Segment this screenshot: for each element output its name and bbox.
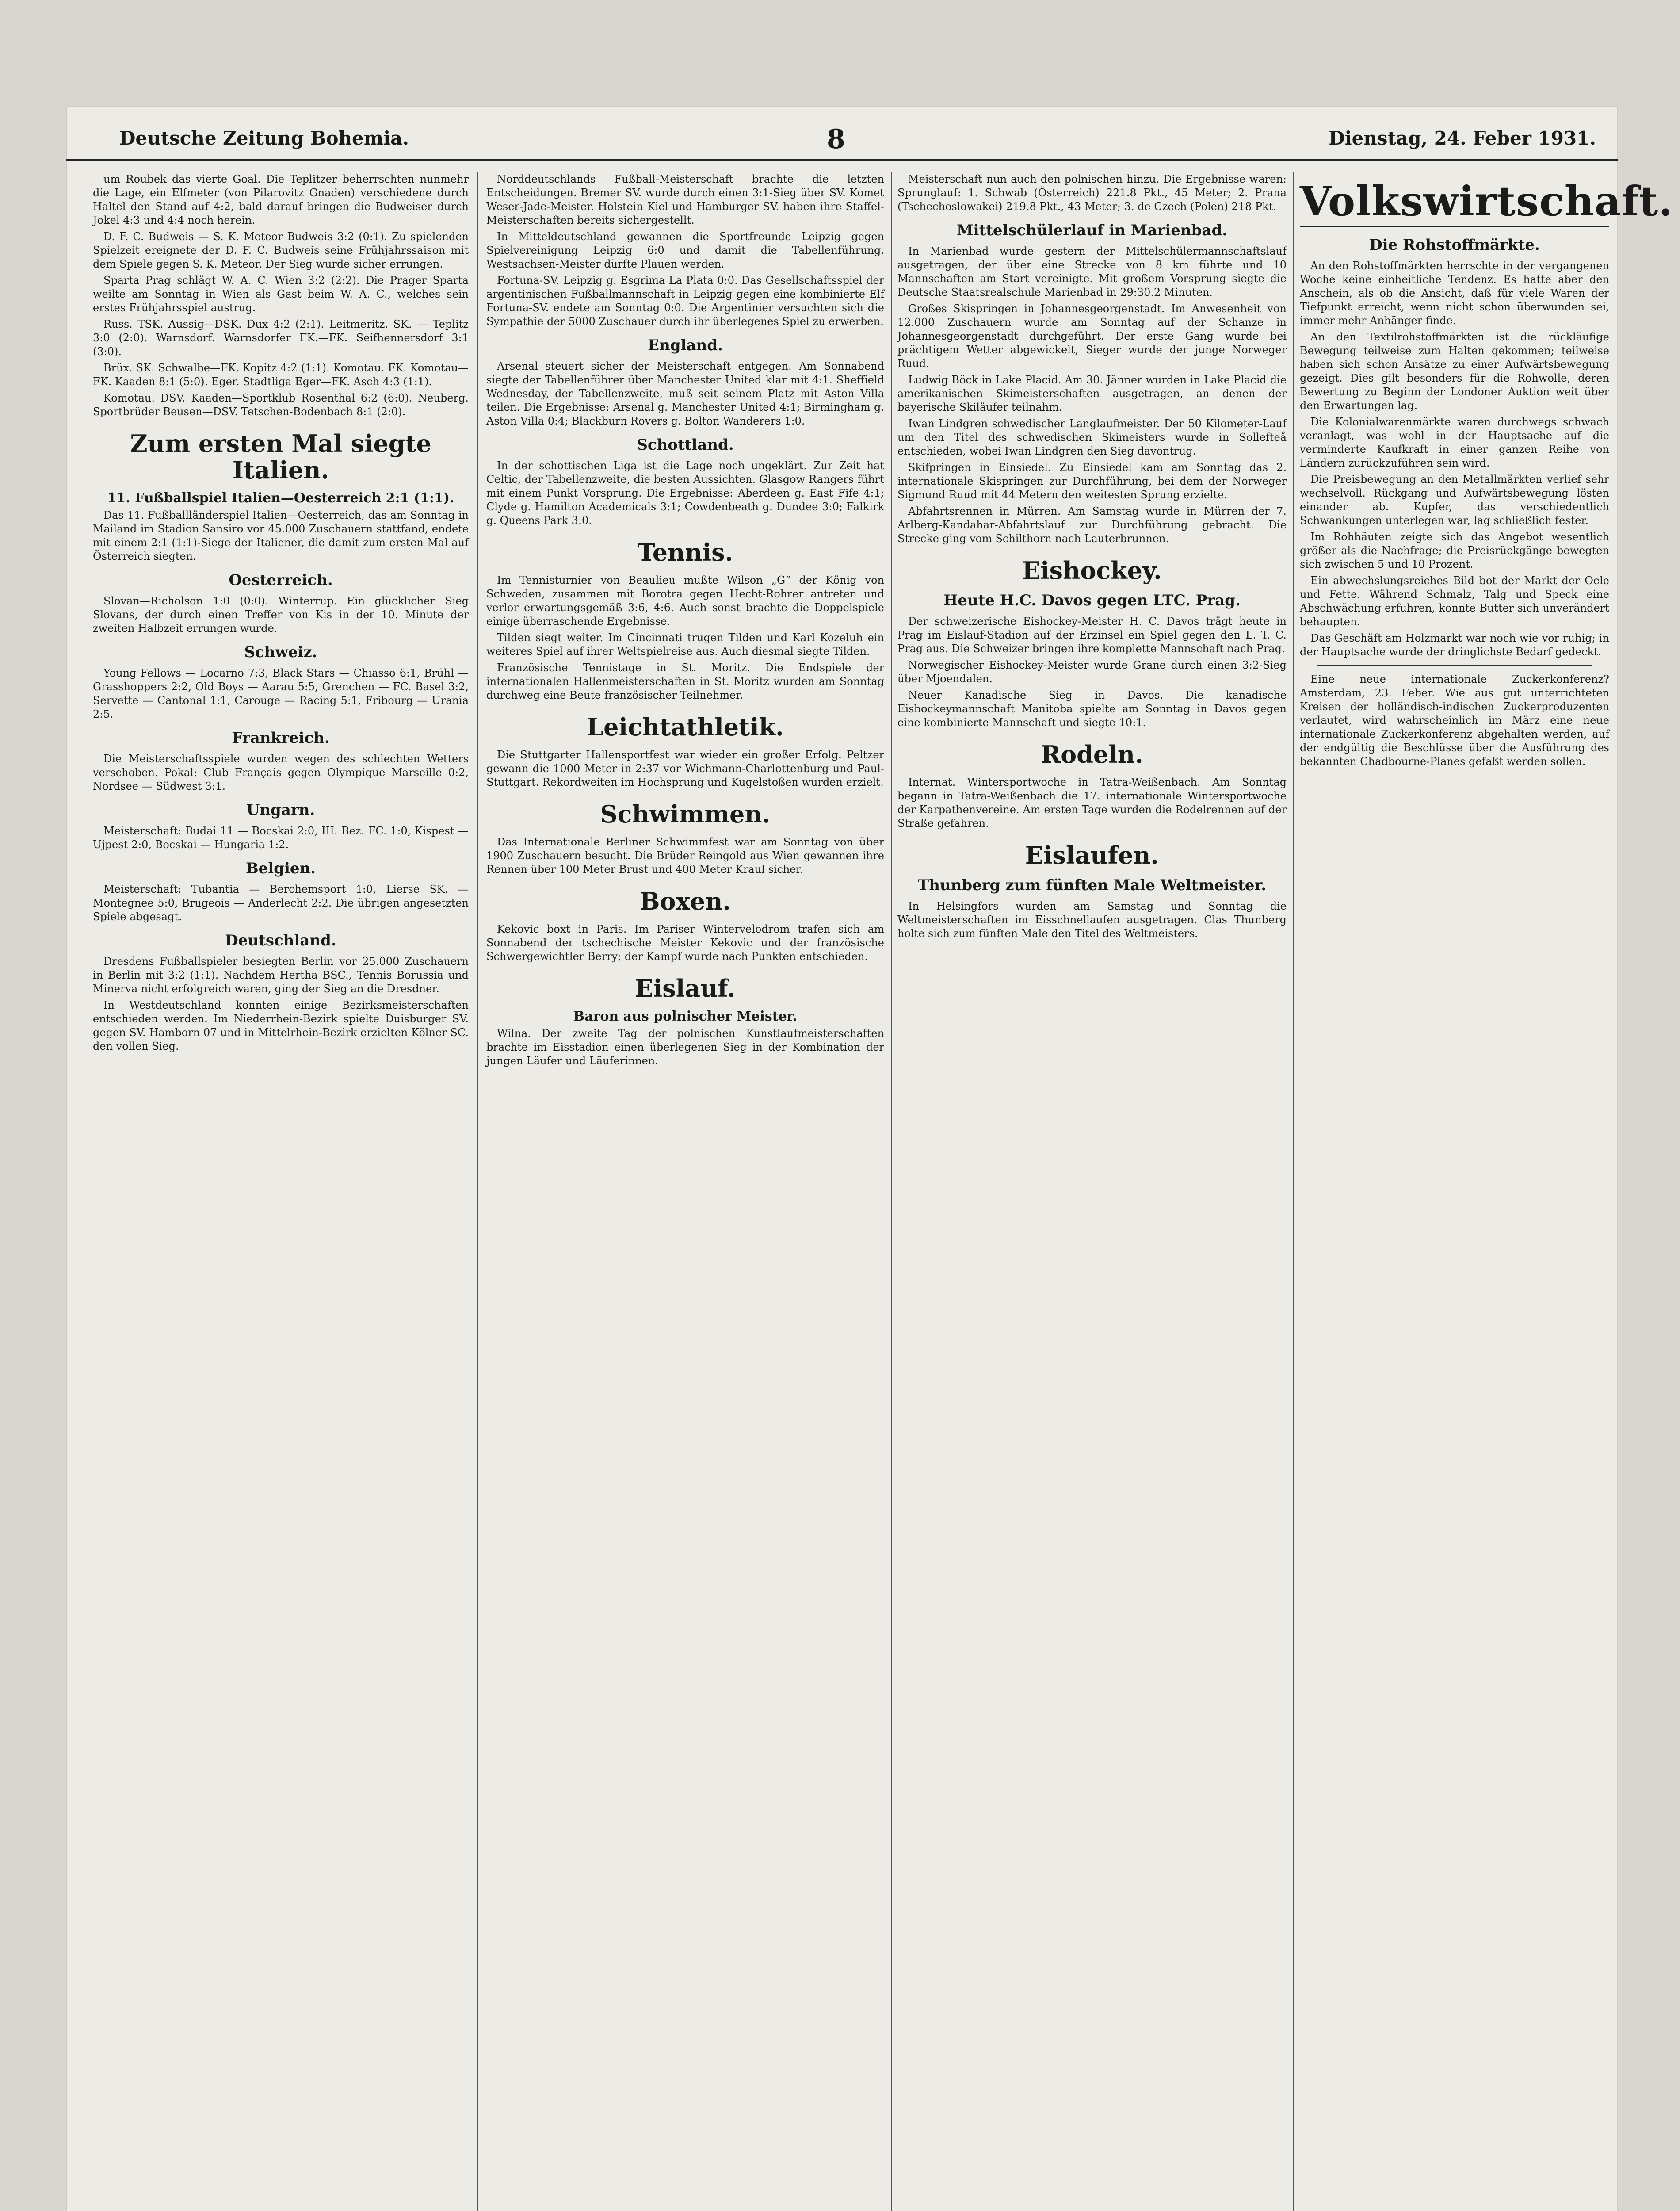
article-text: In Helsingfors wurden am Samstag und Sonntag die Weltmeisterschaften im Eisschnellaufen ausgetragen. Clas Thunberg holte sich zum fünften Male den Titel des Weltmeisters. [897,900,1287,940]
article-text: Ein abwechslungsreiches Bild bot der Markt der Oele und Fette. Während Schmalz, Talg und Speck eine Abschwächung erfuhren, konnte Butter sich unverändert behaupten. [1300,574,1609,628]
section-heading: Deutschland. [225,932,336,949]
article-text: Dresdens Fußballspieler besiegten Berlin vor 25.000 Zuschauern in Berlin mit 3:2 (1:1). Nachdem Hertha BSC., Tennis Borussia und Minerva nicht erfolgreich waren, ging der Sieg an die Dresdner. [93,955,469,995]
page-number: 8 [827,124,845,155]
article-text: Der schweizerische Eishockey-Meister H. C. Davos trägt heute in Prag im Eislauf-Stadion auf der Erzinsel ein Spiel gegen den L. T. C. Prag aus. Die Schweizer bringen ihre komplette Mannschaft nach Prag. [897,615,1287,655]
article-text: In Marienbad wurde gestern der Mittelschülermannschaftslauf ausgetragen, der über eine Strecke von 8 km führte und 10 Mannschaften am Start vereinigte. Mit großem Vorsprung siegte die Deutsche Staatsrealschule Marienbad in 29:30.2 Minuten. [897,245,1287,298]
headline-eislauf: Eislauf. [635,974,736,1002]
article-text: Die Stuttgarter Hallensportfest war wieder ein großer Erfolg. Peltzer gewann die 1000 Meter in 2:37 vor Wichmann-Charlottenburg und Paul-Stuttgart. Rekordweiten im Hochsprung und Kugelstoßen wurden erzielt. [486,749,884,788]
issue-date: Dienstag, 24. Feber 1931. [1329,127,1596,149]
article-text: Arsenal steuert sicher der Meisterschaft entgegen. Am Sonnabend siegte der Tabellenführer über Manchester United klar mit 4:1. Sheffield Wednesday, der Tabellenzweite, muß seit seinem Platz mit Aston Villa teilen. Die Ergebnisse: Arsenal g. Manchester United 4:1; Birmingham g. Aston Villa 0:4; Blackburn Rovers g. Bolton Wanderers 1:0. [486,360,884,427]
section-heading: Mittelschülerlauf in Marienbad. [956,222,1228,239]
column-2 [486,172,884,2211]
headline-boxen: Boxen. [639,887,731,915]
article-text: In der schottischen Liga ist die Lage noch ungeklärt. Zur Zeit hat Celtic, der Tabellenzweite, die besten Aussichten. Glasgow Rangers führt mit einem Punkt Vorsprung. Die Ergebnisse: Aberdeen g. East Fife 4:1; Clyde g. Hamilton Academicals 3:1; Cowdenbeath g. Dundee 3:0; Falkirk g. Queens Park 3:0. [486,459,884,527]
article-text: Neuer Kanadische Sieg in Davos. Die kanadische Eishockeymannschaft Manitoba spielte am Sonntag in Davos gegen eine kombinierte Mannschaft und siegte 10:1. [897,689,1287,729]
article-text: An den Rohstoffmärkten herrschte in der vergangenen Woche keine einheitliche Tendenz. Es hatte aber den Anschein, als ob die Ansicht, daß für viele Waren der Tiefpunkt erreicht, wenn nicht schon überwunden sei, immer mehr Anhänger finde. [1300,260,1609,327]
section-heading: England. [648,337,723,354]
article-text: Young Fellows — Locarno 7:3, Black Stars — Chiasso 6:1, Brühl — Grasshoppers 2:2, Old Boys — Aarau 5:5, Grenchen — FC. Basel 3:2, Servette — Cantonal 1:1, Carouge — Racing 5:1, Fribourg — Urania 2:5. [93,667,469,720]
article-text: Im Rohhäuten zeigte sich das Angebot wesentlich größer als die Nachfrage; die Preisrückgänge bewegten sich zwischen 5 und 10 Prozent. [1300,531,1609,570]
page-header [66,124,1618,161]
article-text: Kekovic boxt in Paris. Im Pariser Wintervelodrom trafen sich am Sonnabend der tschechische Meister Kekovic und der französische Schwergewichtler Berry; der Kampf wurde nach Punkten entschieden. [486,923,884,963]
article-text: Die Kolonialwarenmärkte waren durchwegs schwach veranlagt, was wohl in der Hauptsache auf die verminderte Kaufkraft in einer ganzen Reihe von Ländern zurückzuführen sein wird. [1300,416,1609,469]
column-4 [1300,172,1673,2211]
article-text: Das Geschäft am Holzmarkt war noch wie vor ruhig; in der Hauptsache wurde der dringlichste Bedarf gedeckt. [1300,632,1609,658]
article-text: Im Tennisturnier von Beaulieu mußte Wilson „G“ der König von Schweden, zusammen mit Borotra gegen Hecht-Rohrer antreten und verlor erwartungsgemäß 3:6, 4:6. Auch sonst brachte die Doppelspiele einige überraschende Ergebnisse. [486,574,884,627]
section-heading: Die Rohstoffmärkte. [1369,236,1540,254]
article-text: Wilna. Der zweite Tag der polnischen Kunstlaufmeisterschaften brachte im Eisstadion einen überlegenen Sieg in der Kombination der jungen Läufer und Läuferinnen. [486,1027,884,1067]
headline-eislaufen: Eislaufen. [1025,841,1159,869]
article-text: Die Meisterschaftsspiele wurden wegen des schlechten Wetters verschoben. Pokal: Club Français gegen Olympique Marseille 0:2, Nordsee — Südwest 3:1. [93,753,469,792]
column-1 [93,172,469,2211]
article-text: Slovan—Richolson 1:0 (0:0). Winterrup. Ein glücklicher Sieg Slovans, der durch einen Treffer von Kis in der 10. Minute der zweiten Halbzeit errungen wurde. [93,595,469,635]
article-text: Eine neue internationale Zuckerkonferenz? Amsterdam, 23. Feber. Wie aus gut unterrichteten Kreisen der holländisch-indischen Zuckerproduzenten verlautet, wird wahrscheinlich im März eine neue internationale Zuckerkonferenz abgehalten werden, auf der endgültig die Beschlüsse über die Ausführung des bekannten Chadbourne-Planes gefaßt werden sollen. [1300,673,1609,768]
article-text: Großes Skispringen in Johannesgeorgenstadt. Im Anwesenheit von 12.000 Zuschauern wurde am Sonntag auf der Schanze in Johannesgeorgenstadt durchgeführt. Der erste Gang wurde bei prächtigem Wetter abgewickelt, Sieger wurde der junge Norweger Ruud. [897,302,1287,370]
article-text: D. F. C. Budweis — S. K. Meteor Budweis 3:2 (0:1). Zu spielenden Spielzeit ereignete der D. F. C. Budweis seine Frühjahrssaison mit dem Spiele gegen S. K. Meteor. Der Sieg wurde sicher errungen. [93,230,469,270]
article-text: Internat. Wintersportwoche in Tatra-Weißenbach. Am Sonntag begann in Tatra-Weißenbach die 17. internationale Wintersportwoche der Karpathenvereine. Am ersten Tage wurden die Rodelrennen auf der Straße gefahren. [897,776,1287,830]
article-text: Fortuna-SV. Leipzig g. Esgrima La Plata 0:0. Das Gesellschaftsspiel der argentinischen Fußballmannschaft in Leipzig gegen eine kombinierte Elf Fortuna-SV. endete am Sonntag 0:0. Die Argentinier versuchten sich die Sympathie der 5000 Zuschauer durch ihr überlegenes Spiel zu erwerben. [486,274,884,328]
article-text: Sparta Prag schlägt W. A. C. Wien 3:2 (2:2). Die Prager Sparta weilte am Sonntag in Wien als Gast beim W. A. C., welches sein erstes Frühjahrsspiel austrug. [93,274,469,314]
article-text: Meisterschaft nun auch den polnischen hinzu. Die Ergebnisse waren: Sprunglauf: 1. Schwab (Österreich) 221.8 Pkt., 45 Meter; 2. Prana (Tschechoslowakei) 219.8 Pkt., 43 Meter; 3. de Czech (Polen) 218 Pkt. [897,173,1287,213]
column-rule [477,172,478,2211]
article-text: Französische Tennistage in St. Moritz. Die Endspiele der internationalen Hallenmeisterschaften in St. Moritz wurden am Sonntag durchweg eine Beute französischer Teilnehmer. [486,662,884,701]
section-title-volkswirtschaft: Volkswirtschaft. [1300,177,1609,227]
newspaper-title: Deutsche Zeitung Bohemia. [119,127,409,149]
article-text: Iwan Lindgren schwedischer Langlaufmeister. Der 50 Kilometer-Lauf um den Titel des schwedischen Skimeisters wurde in Sollefteå entschieden, wobei Iwan Lindgren den Sieg davontrug. [897,417,1287,457]
article-text: Abfahrtsrennen in Mürren. Am Samstag wurde in Mürren der 7. Arlberg-Kandahar-Abfahrtslauf zur Durchführung gebracht. Die Strecke ging vom Schilthorn nach Lauterbrunnen. [897,505,1287,545]
headline-schwimmen: Schwimmen. [600,800,771,828]
headline-tennis: Tennis. [637,538,733,566]
article-text: um Roubek das vierte Goal. Die Teplitzer beherrschten nunmehr die Lage, ein Elfmeter (von Pilarovitz Gnaden) verschiedene durch Haltel den Stand auf 4:2, bald darauf bringen die Budweiser durch Jokel 4:3 und 4:4 noch herein. [93,173,469,226]
section-heading: Schweiz. [244,643,317,661]
headline-italy: Zum ersten Mal siegte Italien. [130,429,431,484]
article-text: Skifpringen in Einsiedel. Zu Einsiedel kam am Sonntag das 2. internationale Skispringen zur Durchführung, bei dem der Norweger Sigmund Ruud mit 44 Metern den weitesten Sprung erzielte. [897,461,1287,501]
section-heading: Frankreich. [232,729,330,747]
newspaper-page [66,106,1673,2211]
article-text: In Westdeutschland konnten einige Bezirksmeisterschaften entschieden werden. Im Niederrhein-Bezirk spielte Duisburger SV. gegen SV. Hamborn 07 und in Mittelrhein-Bezirk erzielten Kölner SC. den vollen Sieg. [93,999,469,1052]
column-rule [1293,172,1294,2211]
results-text: Russ. TSK. Aussig—DSK. Dux 4:2 (2:1). Leitmeritz. SK. — Teplitz 3:0 (2:0). Warnsdorf. Warnsdorfer FK.—FK. Seifhennersdorf 3:1 (3:0). [93,318,469,358]
article-text: Norwegischer Eishockey-Meister wurde Grane durch einen 3:2-Sieg über Mjoendalen. [897,659,1287,685]
column-rule [891,172,892,2211]
article-text: Die Preisbewegung an den Metallmärkten verlief sehr wechselvoll. Rückgang und Aufwärtsbewegung lösten einander ab. Kupfer, das verschiedentlich Schwankungen unterlegen war, lag schließlich fester. [1300,473,1609,527]
headline-rodeln: Rodeln. [1041,740,1143,769]
article-text: In Mitteldeutschland gewannen die Sportfreunde Leipzig gegen Spielvereinigung Leipzig 6:0 und damit die Tabellenführung. Westsachsen-Meister dürfte Plauen werden. [486,230,884,270]
article-text: Meisterschaft: Budai 11 — Bocskai 2:0, III. Bez. FC. 1:0, Kispest — Ujpest 2:0, Bocskai — Hungaria 1:2. [93,825,469,851]
article-text: Ludwig Böck in Lake Placid. Am 30. Jänner wurden in Lake Placid die amerikanischen Skimeisterschaften ausgetragen, an denen der bayerische Skiläufer teilnahm. [897,374,1287,413]
section-heading: Belgien. [245,860,316,877]
subheadline-italy: 11. Fußballspiel Italien—Oesterreich 2:1 (1:1). [107,490,454,506]
subheadline-eislaufen: Thunberg zum fünften Male Weltmeister. [917,876,1267,894]
headline-eishockey: Eishockey. [1022,556,1162,585]
article-text: An den Textilrohstoffmärkten ist die rückläufige Bewegung teilweise zum Halten gekommen; teilweise haben sich schon Ansätze zu einer Aufwärtsbewegung gezeigt. Dies gilt besonders für die Rohwolle, deren Bewertung zu Beginn der Londoner Auktion weit über den Erwartungen lag. [1300,331,1609,412]
headline-leichtathletik: Leichtathletik. [587,713,784,741]
article-text: Tilden siegt weiter. Im Cincinnati trugen Tilden und Karl Kozeluh ein weiteres Spiel auf ihrer Weltspielreise aus. Auch diesmal siegte Tilden. [486,631,884,658]
section-heading: Oesterreich. [229,571,333,589]
article-text: Das 11. Fußballländerspiel Italien—Oesterreich, das am Sonntag in Mailand im Stadion Sansiro vor 45.000 Zuschauern stattfand, endete mit einem 2:1 (1:1)-Siege der Italiener, die damit zum ersten Mal auf Österreich siegten. [93,509,469,562]
column-3 [897,172,1287,2211]
divider [1317,665,1592,666]
article-text: Norddeutschlands Fußball-Meisterschaft brachte die letzten Entscheidungen. Bremer SV. wurde durch einen 3:1-Sieg über SV. Komet Weser-Jade-Meister. Holstein Kiel und Hamburger SV. haben ihre Staffel-Meisterschaften bereits sichergestellt. [486,173,884,226]
section-heading: Schottland. [637,436,734,454]
subheadline-eishockey: Heute H.C. Davos gegen LTC. Prag. [943,592,1241,609]
subheadline-eislauf: Baron aus polnischer Meister. [573,1009,798,1024]
results-text: Brüx. SK. Schwalbe—FK. Kopitz 4:2 (1:1). Komotau. FK. Komotau—FK. Kaaden 8:1 (5:0). Eger. Stadtliga Eger—FK. Asch 4:3 (1:1). [93,362,469,388]
section-heading: Ungarn. [246,801,315,819]
article-text: Das Internationale Berliner Schwimmfest war am Sonntag von über 1900 Zuschauern besucht. Die Brüder Reingold aus Wien gewannen ihre Rennen über 100 Meter Brust und 400 Meter Kraul sicher. [486,836,884,876]
results-text: Komotau. DSV. Kaaden—Sportklub Rosenthal 6:2 (6:0). Neuberg. Sportbrüder Beusen—DSV. Tetschen-Bodenbach 8:1 (2:0). [93,392,469,418]
article-text: Meisterschaft: Tubantia — Berchemsport 1:0, Lierse SK. — Montegnee 5:0, Brugeois — Anderlecht 2:2. Die übrigen angesetzten Spiele abgesagt. [93,883,469,923]
